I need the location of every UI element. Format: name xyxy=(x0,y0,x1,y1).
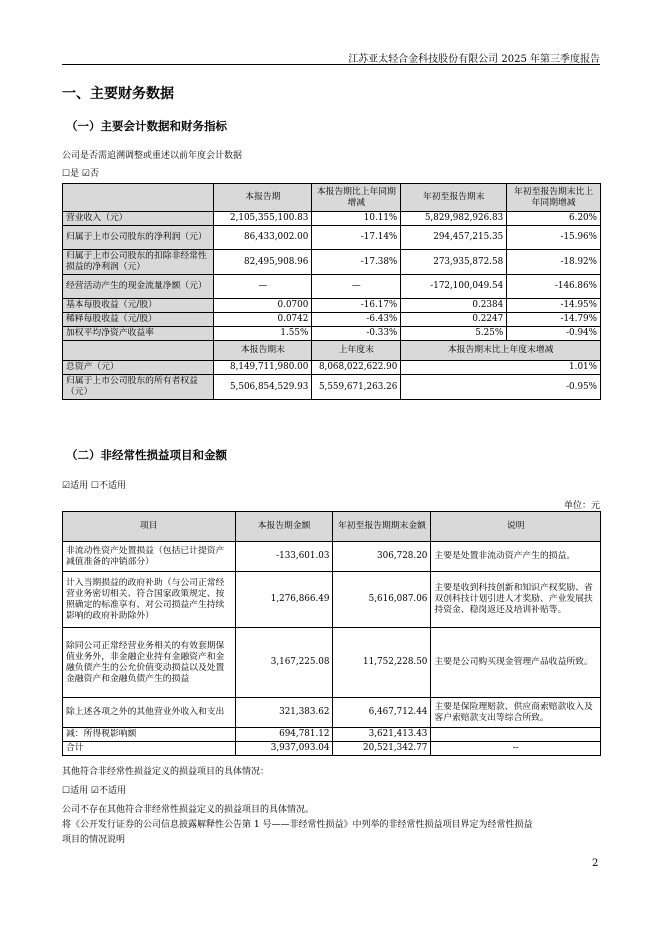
cell: 321,383.62 xyxy=(235,698,333,728)
no-other-items: 公司不存在其他符合非经常性损益定义的损益项目的具体情况。 xyxy=(62,805,315,815)
table-header-row xyxy=(63,512,601,542)
table-row xyxy=(63,361,601,375)
cell: — xyxy=(214,275,312,299)
cell: 3,937,093.04 xyxy=(235,742,333,756)
table-row xyxy=(63,327,601,341)
cell: 1.01% xyxy=(401,361,601,375)
cell: 计入当期损益的政府补助（与公司正常经营业务密切相关、符合国家政策规定、按照确定的标准享有、对公司损益产生持续影响的政府补助除外） xyxy=(63,572,236,628)
cell: 8,068,022,622.90 xyxy=(312,361,401,375)
table-row xyxy=(63,250,601,275)
cell: -16.17% xyxy=(312,299,401,313)
cell: -14.79% xyxy=(507,313,601,327)
table-row xyxy=(63,728,601,742)
table-row xyxy=(63,628,601,698)
cell: 86,433,002.00 xyxy=(214,226,312,250)
header-cell: 年初至报告期期末金额 xyxy=(333,512,431,542)
header-cell: 本报告期末 xyxy=(214,341,312,361)
other-items-note: 其他符合非经常性损益定义的损益项目的具体情况： xyxy=(62,767,270,777)
cell: 5,616,087.06 xyxy=(333,572,431,628)
header-cell: 本报告期 xyxy=(214,184,312,212)
header-rule xyxy=(62,64,600,65)
row-label: 总资产（元） xyxy=(63,361,214,375)
retro-question: 公司是否需追溯调整或重述以前年度会计数据 xyxy=(62,151,243,161)
header-cell: 说明 xyxy=(431,512,601,542)
cell: 1.55% xyxy=(214,327,312,341)
cell: 非流动性资产处置损益（包括已计提资产减值准备的冲销部分） xyxy=(63,542,236,572)
cell: -172,100,049.54 xyxy=(401,275,507,299)
cell: 6.20% xyxy=(507,212,601,226)
cell: 主要是处置非流动资产产生的损益。 xyxy=(431,542,601,572)
cell: 8,149,711,980.00 xyxy=(214,361,312,375)
cell: 2,105,355,100.83 xyxy=(214,212,312,226)
row-label: 稀释每股收益（元/股） xyxy=(63,313,214,327)
subsection-title-2: （二）非经常性损益项目和金额 xyxy=(66,448,227,462)
header-cell: 年初至报告期末 xyxy=(401,184,507,212)
table-subheader-row xyxy=(63,341,601,361)
cell: -146.86% xyxy=(507,275,601,299)
cell: 10.11% xyxy=(312,212,401,226)
cell: -- xyxy=(431,742,601,756)
header-cell: 本报告期比上年同期增减 xyxy=(312,184,401,212)
table-row xyxy=(63,299,601,313)
cell: -18.92% xyxy=(507,250,601,275)
row-label: 归属于上市公司股东的所有者权益（元） xyxy=(63,375,214,400)
cell: 除同公司正常经营业务相关的有效套期保值业务外，非金融企业持有金融资产和金融负债产生的公允价值变动损益以及处置金融资产和金融负债产生的损益 xyxy=(63,628,236,698)
cell: 82,495,908.96 xyxy=(214,250,312,275)
table-row xyxy=(63,275,601,299)
header-cell: 本报告期金额 xyxy=(235,512,333,542)
cell: -15.96% xyxy=(507,226,601,250)
cell: 除上述各项之外的其他营业外收入和支出 xyxy=(63,698,236,728)
subsection-title-1: （一）主要会计数据和财务指标 xyxy=(66,119,227,133)
table-row xyxy=(63,226,601,250)
header-cell: 上年度末 xyxy=(312,341,401,361)
cell: 5,829,982,926.83 xyxy=(401,212,507,226)
table-row xyxy=(63,698,601,728)
row-label: 经营活动产生的现金流量净额（元） xyxy=(63,275,214,299)
cell: 5,559,671,263.26 xyxy=(312,375,401,400)
cell: 694,781.12 xyxy=(235,728,333,742)
cell: — xyxy=(312,275,401,299)
cell: 3,167,225.08 xyxy=(235,628,333,698)
table-row xyxy=(63,313,601,327)
table-row-total xyxy=(63,742,601,756)
table-row xyxy=(63,375,601,400)
row-label: 归属于上市公司股东的扣除非经常性损益的净利润（元） xyxy=(63,250,214,275)
cell: 合计 xyxy=(63,742,236,756)
cell: -14.95% xyxy=(507,299,601,313)
non-recurring-table xyxy=(62,511,601,756)
header-cell xyxy=(63,184,214,212)
cell: 1,276,866.49 xyxy=(235,572,333,628)
section-title: 一、主要财务数据 xyxy=(62,86,174,102)
cell: 273,935,872.58 xyxy=(401,250,507,275)
cell: 主要是收到科技创新和知识产权奖励、省双创科技计划引进人才奖励、产业发展扶持资金、稳岗返还及培训补贴等。 xyxy=(431,572,601,628)
cell: -6.43% xyxy=(312,313,401,327)
table-row xyxy=(63,212,601,226)
cell: 0.0742 xyxy=(214,313,312,327)
cell: 减：所得税影响额 xyxy=(63,728,236,742)
row-label: 基本每股收益（元/股） xyxy=(63,299,214,313)
cell: 主要是公司购买现金管理产品收益所致。 xyxy=(431,628,601,698)
cell xyxy=(431,728,601,742)
cell: 11,752,228.50 xyxy=(333,628,431,698)
cell: 20,521,342.77 xyxy=(333,742,431,756)
row-label: 归属于上市公司股东的净利润（元） xyxy=(63,226,214,250)
cell: -0.95% xyxy=(401,375,601,400)
row-label: 加权平均净资产收益率 xyxy=(63,327,214,341)
retro-answer: ☐是 ☑否 xyxy=(62,169,99,179)
table-row xyxy=(63,572,601,628)
cell: 0.2384 xyxy=(401,299,507,313)
cell: -0.33% xyxy=(312,327,401,341)
table-header-row xyxy=(63,184,601,212)
cell: 5,506,854,529.93 xyxy=(214,375,312,400)
cell: 0.0700 xyxy=(214,299,312,313)
header-cell: 本报告期末比上年度末增减 xyxy=(401,341,601,361)
explanation-line-2: 项目的情况说明 xyxy=(62,835,126,845)
cell: 3,621,413.43 xyxy=(333,728,431,742)
applicable-2: ☑适用 ☐不适用 xyxy=(62,481,126,491)
explanation-line-1: 将《公开发行证券的公司信息披露解释性公告第 1 号——非经常性损益》中列举的非经常性损益项目界定为经常性损益 xyxy=(62,820,533,830)
unit-label: 单位：元 xyxy=(563,501,600,511)
header-cell xyxy=(63,341,214,361)
cell: -133,601.03 xyxy=(235,542,333,572)
cell: -0.94% xyxy=(507,327,601,341)
document-header: 江苏亚太轻合金科技股份有限公司 2025 年第三季度报告 xyxy=(348,54,600,65)
cell: 主要是保险理赔款、供应商索赔款收入及客户索赔款支出等综合所致。 xyxy=(431,698,601,728)
table-row xyxy=(63,542,601,572)
applicable-3: ☐适用 ☑不适用 xyxy=(62,786,126,796)
header-cell: 项目 xyxy=(63,512,236,542)
financial-data-table xyxy=(62,183,601,400)
header-cell: 年初至报告期末比上年同期增减 xyxy=(507,184,601,212)
page-number: 2 xyxy=(592,858,599,869)
cell: 294,457,215.35 xyxy=(401,226,507,250)
cell: 6,467,712.44 xyxy=(333,698,431,728)
row-label: 营业收入（元） xyxy=(63,212,214,226)
cell: -17.38% xyxy=(312,250,401,275)
cell: -17.14% xyxy=(312,226,401,250)
cell: 5.25% xyxy=(401,327,507,341)
cell: 306,728.20 xyxy=(333,542,431,572)
cell: 0.2247 xyxy=(401,313,507,327)
